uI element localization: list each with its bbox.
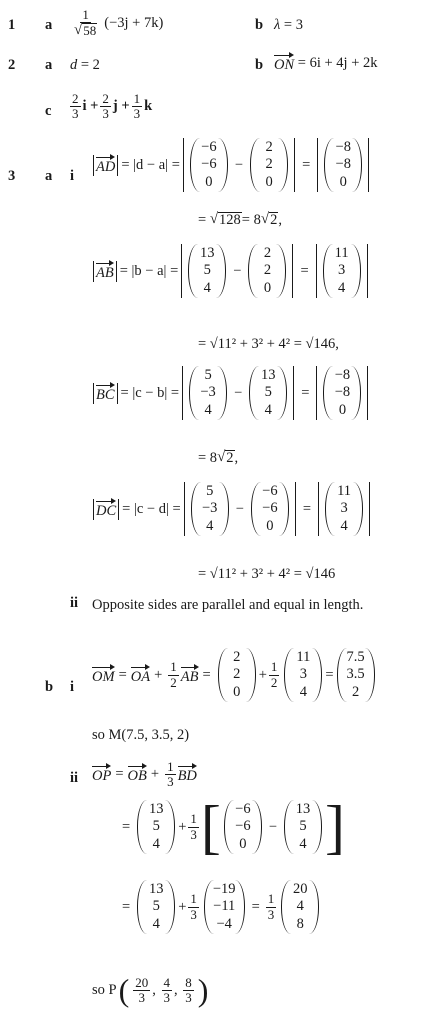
operator: =: [300, 262, 309, 279]
part-label: a: [45, 57, 53, 73]
part-label: a: [45, 168, 53, 184]
operator: =: [202, 666, 211, 683]
math-text: ): [197, 972, 209, 1008]
p-result: [92, 972, 210, 1009]
vector-component: −6: [262, 483, 278, 499]
subpart-label: i: [70, 168, 75, 184]
math-text: j +: [112, 98, 130, 115]
math-text: λ: [274, 17, 281, 33]
operator: +: [154, 666, 163, 683]
column-vector: [137, 800, 175, 854]
m-result: so M(7.5, 3.5, 2): [92, 727, 190, 743]
vector-label: AB: [96, 261, 114, 282]
math-text: ,: [152, 982, 160, 998]
column-vector: [281, 880, 319, 934]
column-vector: [189, 366, 227, 420]
vector-component: 4: [340, 517, 348, 534]
math-text: √: [217, 449, 226, 466]
vector-label: BC: [96, 383, 115, 404]
operator: −: [235, 500, 244, 517]
denominator: 3: [133, 106, 141, 122]
column-vector: [204, 880, 245, 934]
ad-result: [198, 212, 282, 229]
column-vector: [323, 244, 361, 298]
denominator: 3: [138, 990, 145, 1005]
vector-component: 3: [299, 666, 307, 683]
fraction: [70, 92, 81, 122]
vector-component: 13: [295, 800, 311, 817]
vector-component: 4: [338, 279, 346, 296]
vector-component: −6: [262, 500, 278, 517]
ad-magnitude-row: [90, 138, 372, 192]
operator: =: [115, 766, 124, 783]
question-number: 1: [8, 17, 16, 33]
vector-label: OP: [92, 764, 111, 785]
vector-label: OB: [128, 764, 147, 785]
answer-1a: [70, 8, 163, 39]
magnitude-bars: [93, 499, 119, 520]
denominator: 3: [267, 906, 275, 922]
vector-component: −6: [201, 139, 217, 155]
numerator: 1: [82, 7, 89, 22]
vector-component: 5: [204, 367, 212, 383]
vector-label: OA: [131, 665, 150, 686]
math-text: = |c − d| =: [122, 500, 181, 517]
math-text: 2: [270, 212, 278, 229]
answer-1b: [274, 17, 303, 34]
math-text: ,: [278, 212, 282, 228]
vector-component: 5: [264, 384, 272, 401]
numerator: 1: [190, 891, 197, 907]
subpart-label: ii: [70, 595, 79, 611]
subpart-label: ii: [70, 770, 79, 786]
fraction: [168, 660, 179, 690]
math-text: = 6i + 4j + 2k: [297, 55, 378, 71]
math-text: = |b − a| =: [119, 262, 179, 279]
math-text: √: [209, 211, 219, 228]
magnitude: [316, 244, 368, 298]
numerator: 1: [167, 759, 174, 774]
vector-component: 2: [351, 683, 360, 700]
fraction: [162, 976, 173, 1006]
fraction: [72, 8, 99, 39]
vector-label: AD: [96, 155, 115, 176]
numerator: 2: [72, 91, 79, 106]
math-text: so P: [92, 982, 117, 998]
denominator: 3: [72, 106, 79, 122]
answer-2b: [274, 53, 378, 74]
numerator: 1: [133, 91, 141, 106]
column-vector: [248, 244, 286, 298]
vector-component: 5: [203, 262, 211, 279]
ab-result: = √11² + 3² + 4² = √146,: [198, 336, 339, 352]
math-text: = 3: [283, 17, 303, 33]
magnitude: [181, 244, 293, 298]
vector-component: 13: [200, 245, 215, 261]
vector-component: 4: [296, 898, 304, 915]
subpart-label: i: [70, 679, 75, 695]
numerator: 1: [170, 659, 177, 675]
vector-component: −8: [335, 139, 351, 155]
math-text: = 2: [80, 57, 100, 73]
vector-component: 3.5: [346, 666, 365, 683]
magnitude: [316, 366, 368, 420]
vector-component: −8: [334, 367, 351, 383]
part-label: c: [45, 103, 52, 119]
magnitude-bars: [93, 261, 117, 282]
answer-2a: [70, 57, 100, 74]
column-vector: [337, 648, 375, 702]
vector-component: 13: [261, 367, 276, 383]
dc-magnitude-row: [90, 482, 373, 536]
vector-component: 2: [263, 262, 272, 279]
question-number: 3: [8, 168, 16, 184]
math-text: = |d − a| =: [121, 156, 180, 173]
column-vector: [251, 482, 289, 536]
question-number: 2: [8, 57, 16, 73]
math-text: d: [70, 57, 78, 73]
operator: −: [268, 818, 278, 835]
fraction: [133, 976, 150, 1006]
vector-component: 5: [152, 898, 160, 915]
vector-component: −6: [235, 818, 251, 835]
column-vector: [323, 366, 361, 420]
column-vector: [284, 800, 322, 854]
numerator: 1: [190, 811, 197, 827]
vector-component: 7.5: [346, 649, 365, 665]
vector-component: 4: [299, 835, 307, 852]
operator: =: [251, 898, 260, 915]
denominator: 3: [167, 774, 174, 790]
denominator: 2: [170, 674, 177, 690]
column-vector: [137, 880, 175, 934]
math-text: =: [198, 212, 210, 228]
vector-component: −6: [201, 156, 217, 173]
vector-component: 5: [299, 818, 307, 835]
denominator: 3: [185, 990, 192, 1005]
vector-component: −4: [216, 915, 232, 932]
numerator: 1: [270, 659, 278, 675]
math-text: [: [200, 794, 221, 860]
math-text: k: [144, 98, 153, 115]
answer-2c: [68, 92, 152, 122]
denominator: 3: [190, 826, 197, 842]
operator: =: [302, 500, 312, 517]
part-label: b: [255, 17, 264, 33]
magnitude: [317, 138, 369, 192]
vector-label: OM: [92, 665, 115, 686]
math-text: = 8: [241, 212, 261, 228]
vector-component: 4: [204, 401, 212, 418]
math-text: (−3j + 7k): [104, 14, 164, 31]
part-label: b: [45, 679, 54, 695]
math-text: 58: [83, 23, 97, 39]
vector-label: ON: [274, 53, 294, 74]
vector-component: −6: [235, 800, 251, 817]
vector-component: 4: [203, 279, 211, 296]
column-vector: [324, 138, 362, 192]
vector-label: AB: [181, 665, 199, 686]
math-text: 2: [226, 450, 234, 467]
operator: −: [234, 384, 243, 401]
math-text: +: [178, 898, 187, 915]
operator: =: [118, 666, 127, 683]
vector-component: 0: [339, 173, 347, 190]
vector-label: BD: [178, 764, 197, 785]
vector-component: −8: [334, 384, 351, 401]
fraction: [100, 92, 111, 122]
operator: −: [233, 262, 242, 279]
math-text: √: [260, 211, 270, 228]
answer-text: Opposite sides are parallel and equal in length.: [92, 597, 364, 613]
magnitude: [183, 138, 295, 192]
math-text: (: [118, 972, 130, 1008]
vector-component: 0: [205, 173, 213, 190]
vector-label: DC: [96, 499, 116, 520]
denominator: 3: [102, 106, 109, 122]
op-row: [92, 760, 197, 790]
vector-component: −3: [201, 500, 218, 517]
vector-component: 3: [338, 262, 346, 279]
vector-component: 2: [233, 649, 241, 665]
column-vector: [249, 366, 287, 420]
operator: =: [301, 384, 310, 401]
vector-component: 2: [265, 139, 273, 155]
math-text: ,: [234, 450, 239, 466]
om-row: [92, 648, 378, 702]
magnitude-bars: [93, 383, 118, 404]
numerator: 2: [102, 91, 109, 106]
part-label: b: [255, 57, 264, 73]
column-vector: [218, 648, 256, 702]
vector-component: 11: [334, 245, 349, 261]
bc-magnitude-row: [90, 366, 371, 420]
magnitude: [182, 366, 294, 420]
fraction: [188, 892, 199, 922]
part-label: a: [45, 17, 53, 33]
fraction: [269, 660, 280, 690]
fraction: [165, 760, 176, 790]
square-root: [261, 212, 278, 229]
operator: −: [234, 156, 244, 173]
math-text: =: [325, 666, 334, 683]
vector-component: −3: [200, 384, 216, 401]
vector-component: 0: [266, 517, 274, 534]
math-text: i +: [82, 98, 99, 115]
op-step-2: [118, 880, 322, 934]
magnitude: [318, 482, 370, 536]
vector-component: −8: [335, 156, 351, 173]
math-text: 128: [219, 212, 241, 229]
vector-component: 0: [233, 683, 241, 700]
operator: +: [150, 766, 160, 783]
column-vector: [325, 482, 363, 536]
vector-component: 13: [148, 881, 164, 897]
vector-component: 4: [152, 915, 160, 932]
fraction: [266, 892, 277, 922]
vector-component: 4: [264, 401, 272, 418]
square-root: [217, 450, 234, 467]
denominator: 2: [270, 674, 278, 690]
math-text: +: [178, 818, 187, 835]
vector-component: 8: [296, 915, 304, 932]
vector-component: 0: [239, 835, 247, 852]
operator: =: [122, 818, 131, 835]
square-root: [210, 212, 242, 229]
column-vector: [188, 244, 226, 298]
vector-component: 4: [206, 517, 214, 534]
magnitude: [184, 482, 296, 536]
math-text: +: [258, 666, 267, 683]
math-text: ]: [325, 794, 346, 860]
vector-component: 0: [338, 401, 347, 418]
vector-component: 11: [296, 649, 311, 665]
column-vector: [284, 648, 322, 702]
vector-component: −19: [212, 881, 236, 897]
ab-magnitude-row: [90, 244, 371, 298]
vector-component: 2: [233, 666, 241, 683]
vector-component: 2: [265, 156, 273, 173]
numerator: 4: [163, 974, 170, 990]
denominator: [72, 23, 99, 38]
operator: =: [122, 898, 131, 915]
dc-result: = √11² + 3² + 4² = √146: [198, 566, 336, 582]
math-text: ,: [174, 982, 182, 998]
vector-component: 3: [340, 500, 348, 517]
vector-component: 0: [265, 173, 273, 190]
op-step-1: [118, 794, 346, 860]
vector-component: 5: [206, 483, 214, 499]
column-vector: [250, 138, 288, 192]
bc-result: [198, 450, 238, 467]
vector-component: 13: [148, 800, 164, 817]
column-vector: [224, 800, 262, 854]
vector-component: 4: [152, 835, 160, 852]
denominator: 3: [190, 906, 197, 922]
column-vector: [190, 138, 228, 192]
denominator: 3: [163, 990, 170, 1005]
operator: =: [302, 156, 311, 173]
math-text: = |c − b| =: [120, 384, 180, 401]
vector-component: 20: [293, 881, 308, 897]
vector-component: 4: [299, 683, 307, 700]
numerator: 8: [185, 974, 192, 990]
square-root: [74, 23, 97, 38]
numerator: 20: [135, 974, 149, 990]
fraction: [183, 976, 194, 1006]
column-vector: [191, 482, 229, 536]
vector-component: 2: [263, 245, 272, 261]
fraction: [132, 92, 143, 122]
vector-component: 0: [263, 279, 272, 296]
magnitude-bars: [93, 155, 118, 176]
math-text: = 8: [198, 450, 218, 466]
vector-component: 5: [152, 818, 160, 835]
math-text: √: [74, 22, 83, 39]
vector-component: −11: [213, 898, 236, 915]
fraction: [188, 812, 199, 842]
vector-component: 11: [337, 483, 352, 499]
numerator: 1: [267, 891, 275, 907]
